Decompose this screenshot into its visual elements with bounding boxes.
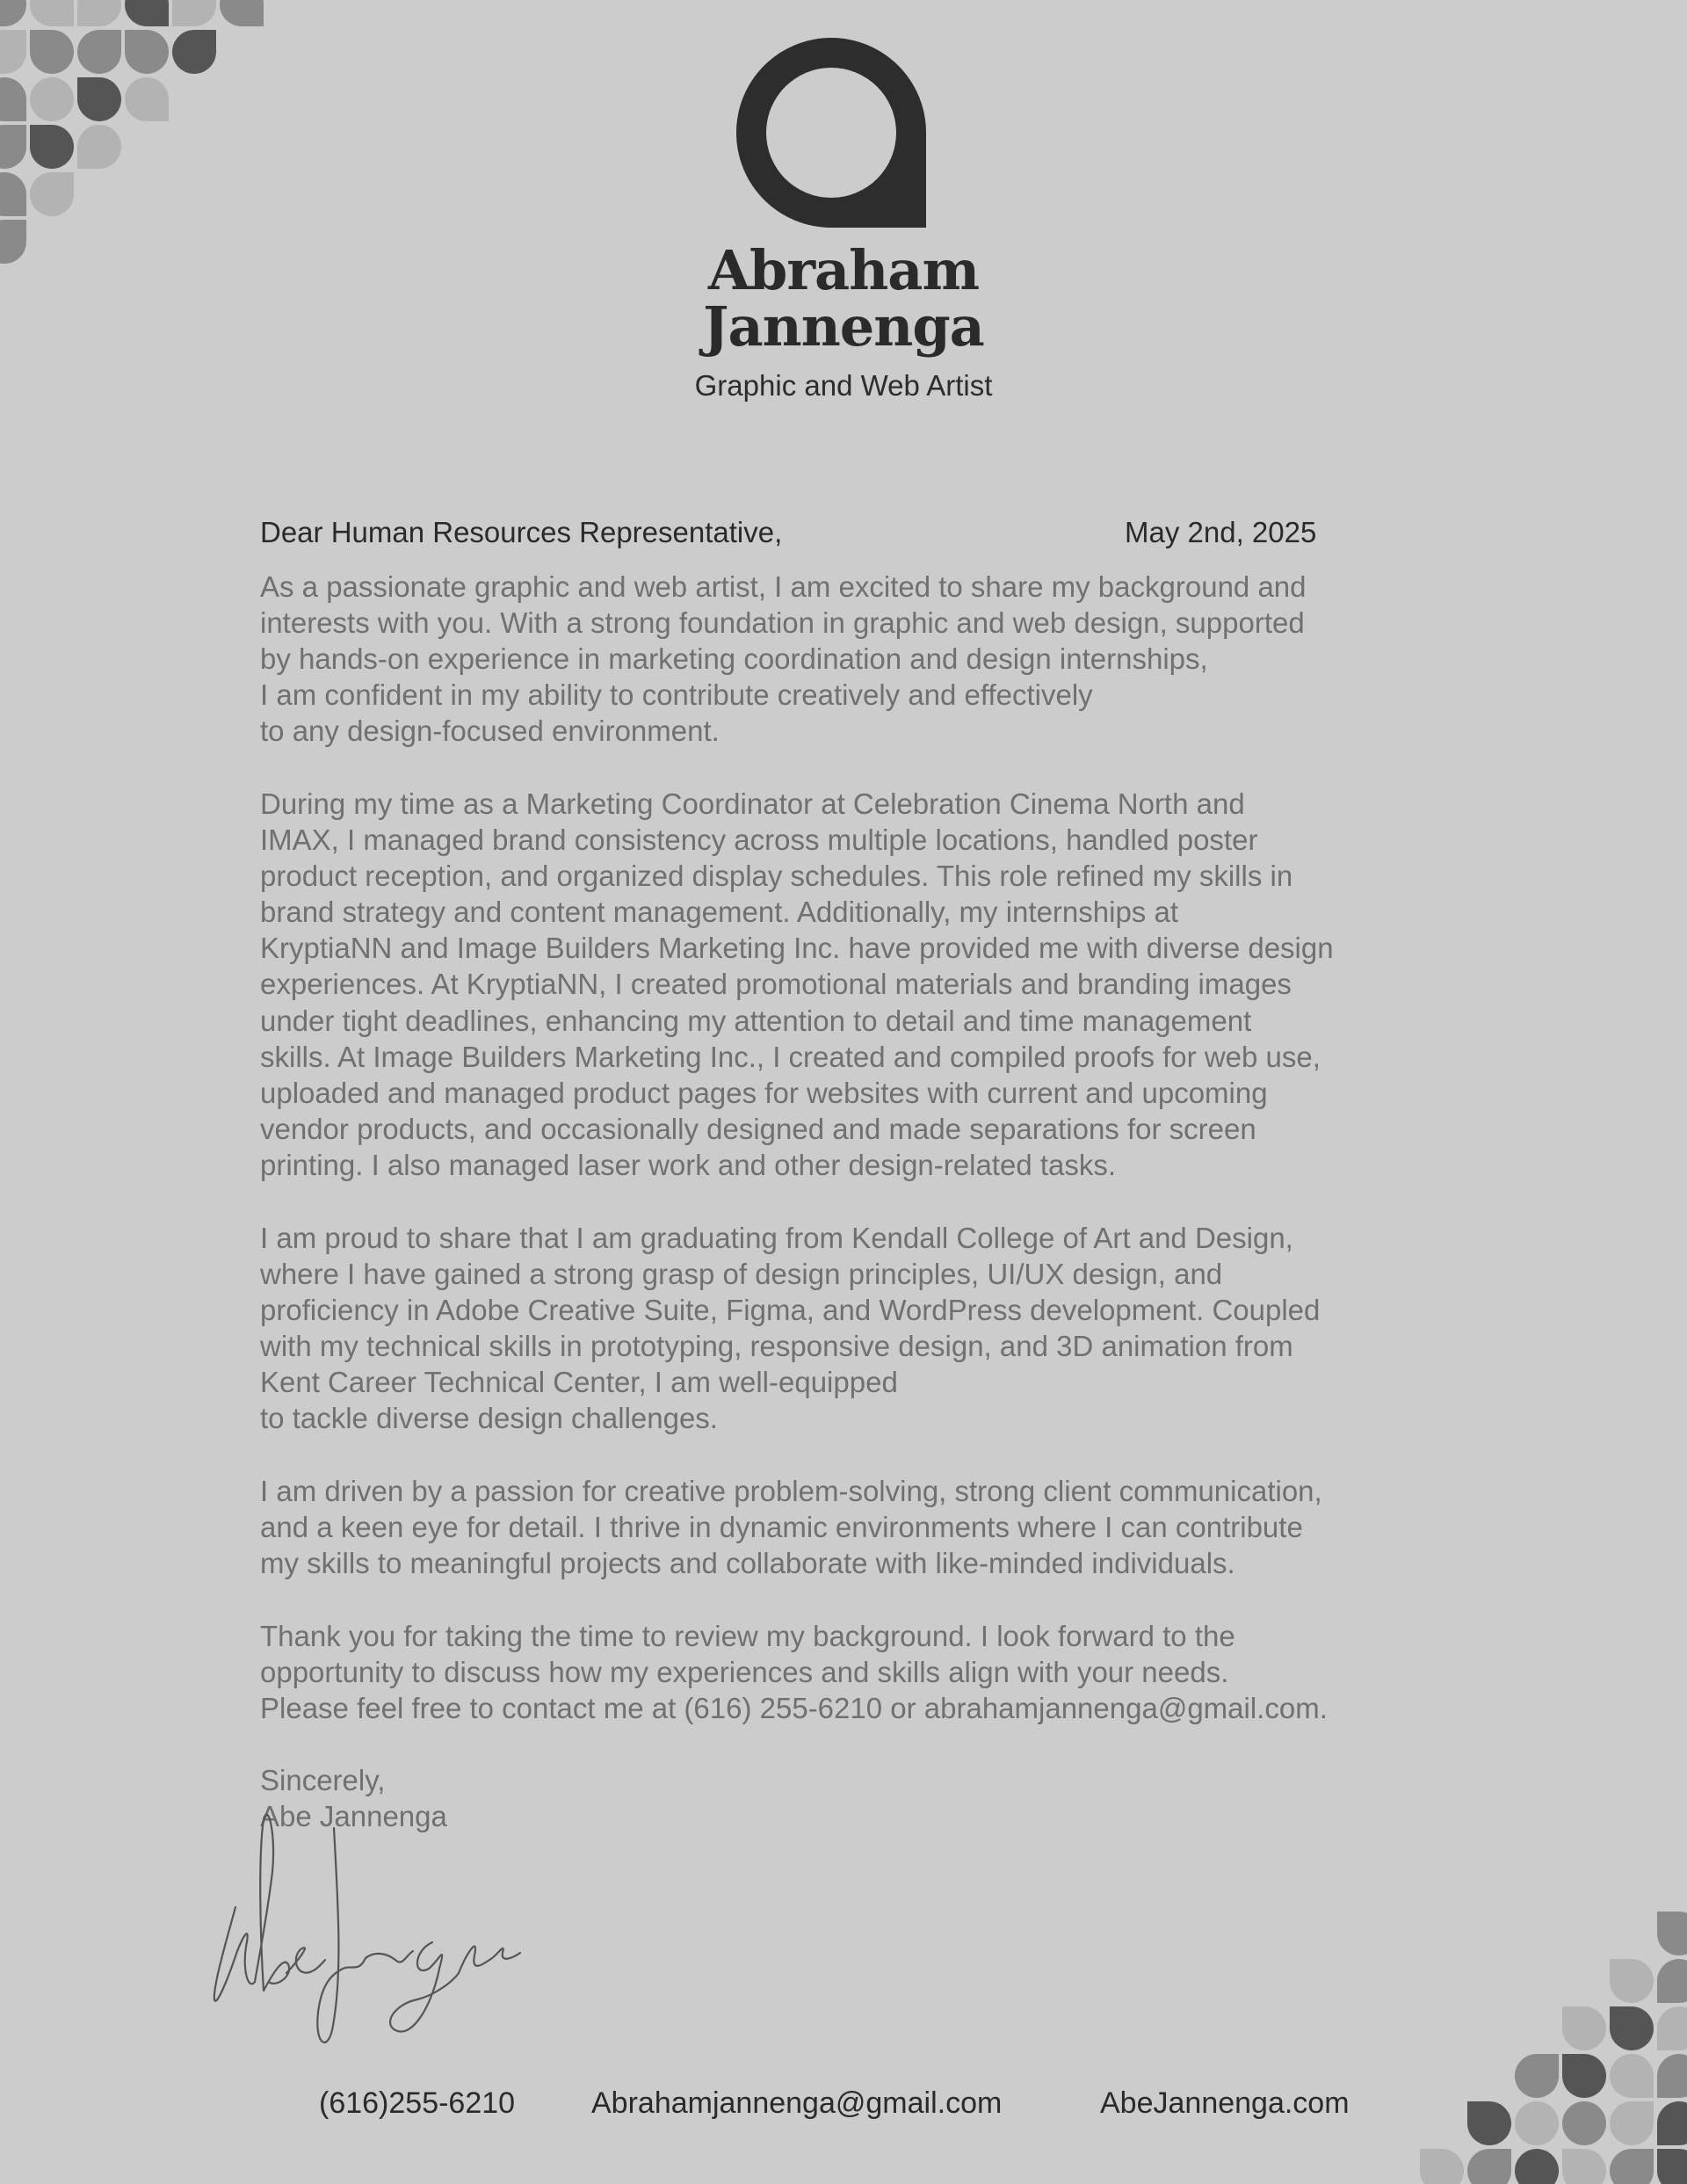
logo-icon bbox=[736, 38, 926, 228]
paragraph-intro bbox=[260, 569, 1455, 749]
paragraph-line: I am proud to share that I am graduating from Kendall College of Art and Design, bbox=[260, 1222, 1293, 1254]
paragraph-line: proficiency in Adobe Creative Suite, Figma, and WordPress development. Coupled bbox=[260, 1294, 1321, 1327]
paragraph-line: brand strategy and content management. Additionally, my internships at bbox=[260, 896, 1178, 929]
footer-website[interactable]: AbeJannenga.com bbox=[1100, 2086, 1350, 2120]
decorative-tile bbox=[0, 77, 26, 121]
decorative-tile bbox=[1562, 2149, 1606, 2184]
decorative-tile bbox=[1610, 2149, 1654, 2184]
decorative-tile bbox=[125, 30, 169, 74]
decorative-tile bbox=[77, 77, 121, 121]
closing-phrase: Sincerely, bbox=[260, 1764, 386, 1796]
paragraph-line: by hands-on experience in marketing coordination and design internships, bbox=[260, 642, 1208, 676]
letter-date: May 2nd, 2025 bbox=[1125, 516, 1317, 548]
paragraph-experience bbox=[260, 786, 1455, 1183]
paragraph-line: where I have gained a strong grasp of design principles, UI/UX design, and bbox=[260, 1258, 1223, 1291]
paragraph-line: uploaded and managed product pages for websites with current and upcoming bbox=[260, 1076, 1268, 1109]
paragraph-motivation bbox=[260, 1473, 1455, 1581]
name-last: Jannenga bbox=[703, 294, 984, 359]
paragraph-line: my skills to meaningful projects and collaborate with like-minded individuals. bbox=[260, 1547, 1235, 1580]
paragraph-line: opportunity to discuss how my experiences and skills align with your needs. bbox=[260, 1656, 1229, 1689]
decorative-tile bbox=[77, 125, 121, 169]
paragraph-line: During my time as a Marketing Coordinator at Celebration Cinema North and bbox=[260, 787, 1245, 820]
paragraph-line: Thank you for taking the time to review my background. I look forward to the bbox=[260, 1620, 1235, 1652]
decorative-tile bbox=[1657, 2006, 1687, 2050]
signoff-name: Abe Jannenga bbox=[260, 1800, 447, 1833]
decorative-tile bbox=[1657, 1912, 1687, 1955]
paragraph-line: and a keen eye for detail. I thrive in dynamic environments where I can contribute bbox=[260, 1511, 1303, 1544]
header-name bbox=[0, 238, 1687, 359]
decorative-tile bbox=[1467, 2149, 1511, 2184]
paragraph-line: under tight deadlines, enhancing my attention to detail and time management bbox=[260, 1004, 1252, 1037]
decorative-tile bbox=[0, 30, 26, 74]
footer-email[interactable]: Abrahamjannenga@gmail.com bbox=[591, 2086, 1003, 2120]
contact-footer bbox=[0, 2086, 1687, 2125]
decorative-tile bbox=[1657, 2149, 1687, 2184]
paragraph-line: skills. At Image Builders Marketing Inc., I created and compiled proofs for web use, bbox=[260, 1040, 1321, 1073]
header-title: Graphic and Web Artist bbox=[694, 369, 993, 402]
decorative-tile bbox=[172, 30, 216, 74]
decorative-tile bbox=[172, 0, 216, 26]
decorative-tile bbox=[0, 172, 26, 216]
paragraph-line: vendor products, and occasionally designed and made separations for screen bbox=[260, 1112, 1256, 1145]
paragraph-line: As a passionate graphic and web artist, I am excited to share my background and bbox=[260, 570, 1307, 603]
paragraph-line: with my technical skills in prototyping, responsive design, and 3D animation from bbox=[260, 1330, 1293, 1363]
paragraph-line: interests with you. With a strong foundation in graphic and web design, supported bbox=[260, 606, 1305, 640]
decorative-tile bbox=[1515, 2149, 1559, 2184]
paragraph-line: IMAX, I managed brand consistency across multiple locations, handled poster bbox=[260, 824, 1258, 857]
decorative-tile bbox=[1657, 1959, 1687, 2003]
paragraph-education bbox=[260, 1220, 1455, 1437]
decorative-tile bbox=[1420, 2149, 1464, 2184]
decorative-tile bbox=[30, 30, 74, 74]
paragraph-line: product reception, and organized display schedules. This role refined my skills in bbox=[260, 860, 1293, 893]
corner-pattern-bottom-right bbox=[1406, 1903, 1687, 2184]
salutation: Dear Human Resources Representative, bbox=[260, 516, 783, 548]
paragraph-line: Please feel free to contact me at (616) 255-6210 or abrahamjannenga@gmail.com. bbox=[260, 1692, 1328, 1725]
decorative-tile bbox=[77, 30, 121, 74]
paragraph-line: to tackle diverse design challenges. bbox=[260, 1402, 718, 1435]
paragraph-thanks bbox=[260, 1618, 1455, 1726]
decorative-tile bbox=[220, 0, 264, 26]
paragraph-line: I am driven by a passion for creative problem-solving, strong client communication, bbox=[260, 1475, 1322, 1507]
corner-pattern-top-left bbox=[0, 0, 281, 281]
decorative-tile bbox=[30, 0, 74, 26]
decorative-tile bbox=[77, 0, 121, 26]
decorative-tile bbox=[0, 125, 26, 169]
decorative-tile bbox=[1610, 1959, 1654, 2003]
decorative-tile bbox=[0, 0, 26, 26]
decorative-tile bbox=[30, 172, 74, 216]
paragraph-line: experiences. At KryptiaNN, I created promotional materials and branding images bbox=[260, 968, 1292, 1001]
decorative-tile bbox=[30, 77, 74, 121]
paragraph-line: KryptiaNN and Image Builders Marketing Inc. have provided me with diverse design bbox=[260, 932, 1334, 965]
signature-image bbox=[202, 1802, 536, 2048]
footer-phone: (616)255-6210 bbox=[319, 2086, 516, 2120]
decorative-tile bbox=[1562, 2006, 1606, 2050]
paragraph-line: Kent Career Technical Center, I am well-equipped bbox=[260, 1366, 898, 1399]
paragraph-line: printing. I also managed laser work and other design-related tasks. bbox=[260, 1148, 1117, 1181]
decorative-tile bbox=[125, 77, 169, 121]
decorative-tile bbox=[30, 125, 74, 169]
name-first: Abraham bbox=[707, 238, 980, 302]
paragraph-line: to any design-focused environment. bbox=[260, 715, 720, 748]
paragraph-line: I am confident in my ability to contribute creatively and effectively bbox=[260, 678, 1093, 712]
decorative-tile bbox=[125, 0, 169, 26]
decorative-tile bbox=[1610, 2006, 1654, 2050]
